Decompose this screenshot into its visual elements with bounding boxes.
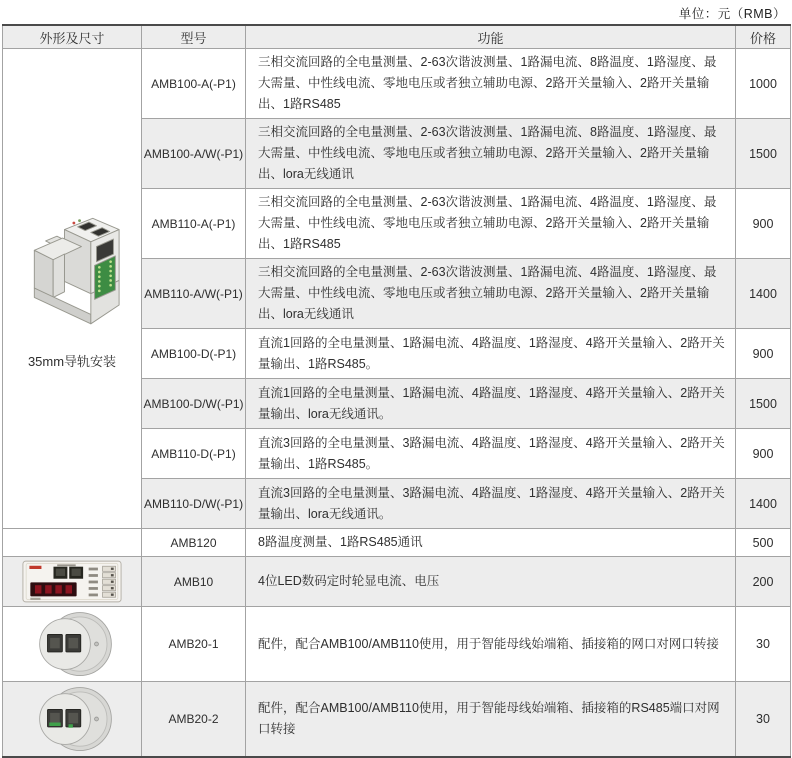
table-row	[3, 682, 791, 758]
price-cell: 30	[736, 607, 791, 682]
function-cell: 三相交流回路的全电量测量、2-63次谐波测量、1路漏电流、4路温度、1路湿度、最大需量、中性线电流、零地电压或者独立辅助电源、2路开关量输入、2路开关量输出、lora无线通讯	[246, 259, 736, 329]
model-cell: AMB10	[142, 557, 246, 607]
din-rail-meter-image	[19, 207, 125, 337]
rs485-adapter-image	[30, 682, 114, 756]
model-cell: AMB20-2	[142, 682, 246, 758]
rs485-adapter-photo-cell	[3, 682, 142, 758]
col-header-model: 型号	[142, 25, 246, 49]
function-cell: 直流3回路的全电量测量、3路漏电流、4路温度、1路湿度、4路开关量输入、2路开关量输出、1路RS485。	[246, 429, 736, 479]
ethernet-adapter-image	[30, 607, 114, 681]
function-cell: 直流3回路的全电量测量、3路漏电流、4路温度、1路湿度、4路开关量输入、2路开关量输出、lora无线通讯。	[246, 479, 736, 529]
price-cell: 200	[736, 557, 791, 607]
col-header-shape: 外形及尺寸	[3, 25, 142, 49]
price-cell: 1500	[736, 379, 791, 429]
function-cell: 8路温度测量、1路RS485通讯	[246, 529, 736, 557]
table-row	[3, 607, 791, 682]
price-cell: 30	[736, 682, 791, 758]
model-cell: AMB110-D(-P1)	[142, 429, 246, 479]
model-cell: AMB100-A(-P1)	[142, 49, 246, 119]
model-cell: AMB100-D/W(-P1)	[142, 379, 246, 429]
mounting-caption: 35mm导轨安装	[27, 354, 117, 369]
function-cell: 4位LED数码定时轮显电流、电压	[246, 557, 736, 607]
price-cell: 900	[736, 329, 791, 379]
function-cell: 直流1回路的全电量测量、1路漏电流、4路温度、1路湿度、4路开关量输入、2路开关量输出、1路RS485。	[246, 329, 736, 379]
shape-cell-empty	[3, 529, 142, 557]
function-cell: 三相交流回路的全电量测量、2-63次谐波测量、1路漏电流、4路温度、1路湿度、最大需量、中性线电流、零地电压或者独立辅助电源、2路开关量输入、2路开关量输出、1路RS485	[246, 189, 736, 259]
function-cell: 三相交流回路的全电量测量、2-63次谐波测量、1路漏电流、8路温度、1路湿度、最大需量、中性线电流、零地电压或者独立辅助电源、2路开关量输入、2路开关量输出、lora无线通讯	[246, 119, 736, 189]
unit-label: 单位：元（RMB）	[678, 7, 786, 21]
table-row	[3, 529, 791, 557]
model-cell: AMB120	[142, 529, 246, 557]
table-row	[3, 557, 791, 607]
panel-meter-photo-cell	[3, 557, 142, 607]
price-cell: 500	[736, 529, 791, 557]
col-header-function: 功能	[246, 25, 736, 49]
price-cell: 1000	[736, 49, 791, 119]
function-cell: 配件，配合AMB100/AMB110使用，用于智能母线始端箱、插接箱的网口对网口转接	[246, 607, 736, 682]
col-header-price: 价格	[736, 25, 791, 49]
function-cell: 直流1回路的全电量测量、1路漏电流、4路温度、1路湿度、4路开关量输入、2路开关量输出、lora无线通讯。	[246, 379, 736, 429]
model-cell: AMB100-D(-P1)	[142, 329, 246, 379]
model-cell: AMB100-A/W(-P1)	[142, 119, 246, 189]
price-cell: 1400	[736, 479, 791, 529]
header-row	[3, 25, 791, 49]
price-cell: 1400	[736, 259, 791, 329]
model-cell: AMB110-A(-P1)	[142, 189, 246, 259]
model-cell: AMB110-A/W(-P1)	[142, 259, 246, 329]
table-row	[3, 49, 791, 119]
price-table	[2, 24, 791, 758]
ethernet-adapter-photo-cell	[3, 607, 142, 682]
price-cell: 1500	[736, 119, 791, 189]
led-panel-meter-image	[22, 560, 122, 603]
price-cell: 900	[736, 189, 791, 259]
function-cell: 配件，配合AMB100/AMB110使用，用于智能母线始端箱、插接箱的RS485端口对网口转接	[246, 682, 736, 758]
function-cell: 三相交流回路的全电量测量、2-63次谐波测量、1路漏电流、8路温度、1路湿度、最大需量、中性线电流、零地电压或者独立辅助电源、2路开关量输入、2路开关量输出、1路RS485	[246, 49, 736, 119]
price-cell: 900	[736, 429, 791, 479]
model-cell: AMB20-1	[142, 607, 246, 682]
model-cell: AMB110-D/W(-P1)	[142, 479, 246, 529]
din-rail-photo-cell	[3, 49, 142, 529]
